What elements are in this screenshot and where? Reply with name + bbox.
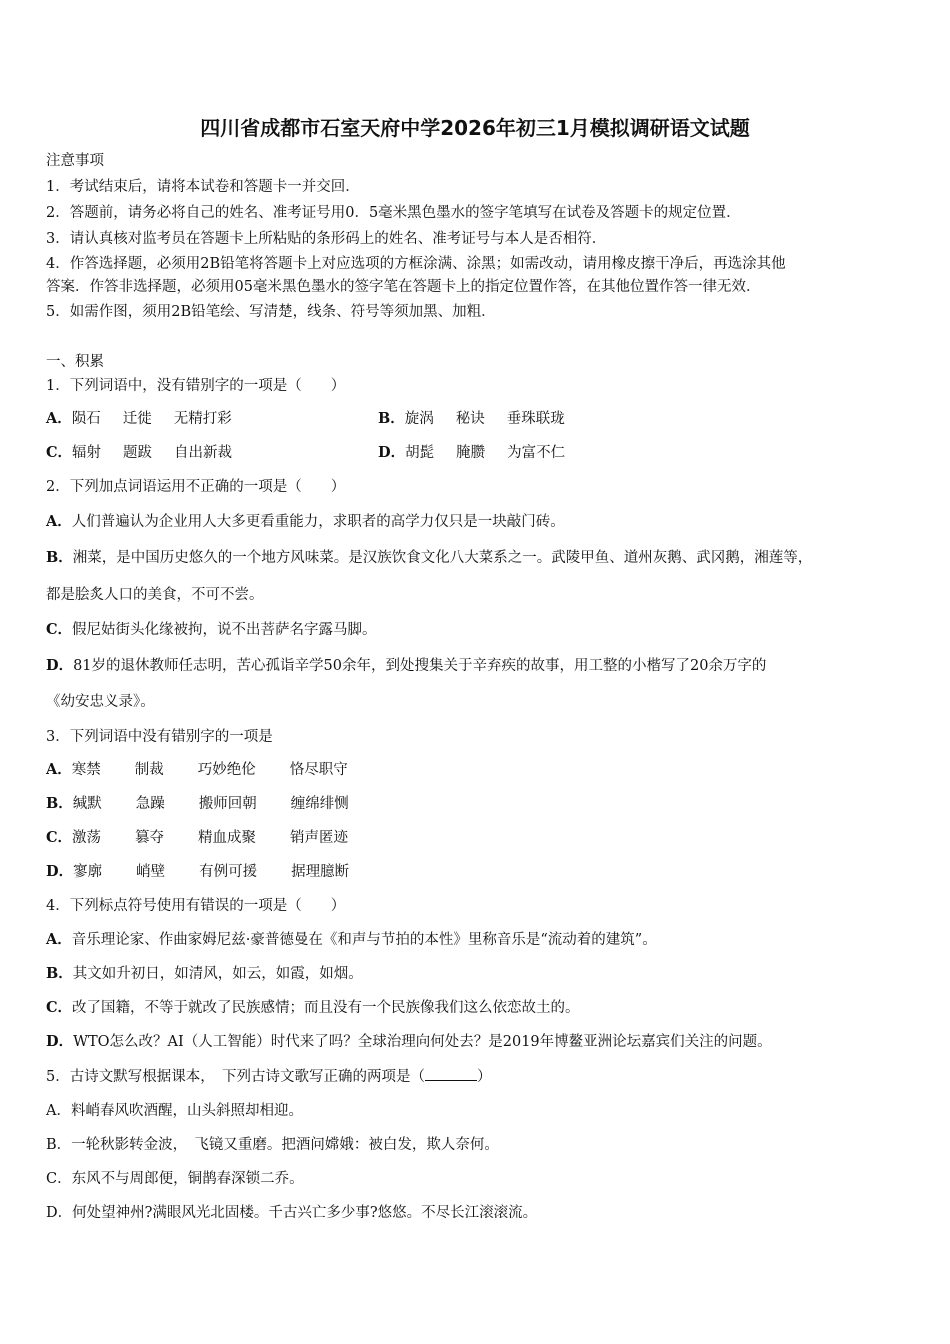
q1-b-word: 垂珠联珑	[506, 411, 565, 427]
q3-word: 峭壁	[136, 864, 166, 880]
q1-c-word: 题跋	[123, 445, 153, 461]
q1-c-label: C．	[46, 444, 73, 461]
q4-option-c	[46, 998, 580, 1018]
q1-c-word: 辐射	[72, 445, 102, 461]
q4-option-b	[46, 964, 363, 984]
q3-word: 激荡	[72, 830, 102, 846]
q5-stem-text: 5．古诗文默写根据课本， 下列古诗文歌写正确的两项是（	[46, 1069, 425, 1085]
q3-word: 缠绵绯恻	[290, 796, 349, 812]
section-heading: 一、积累	[46, 354, 104, 370]
q1-option-b	[378, 409, 565, 429]
q2-option-c	[46, 620, 377, 640]
q3-a-label: A．	[46, 761, 72, 778]
q3-option-a	[46, 760, 348, 780]
q3-word: 搬师回朝	[198, 796, 257, 812]
page-title: 四川省成都市石室天府中学2026年初三1月模拟调研语文试题	[200, 116, 750, 140]
q1-a-word: 迁徙	[122, 411, 152, 427]
q1-stem: 1．下列词语中，没有错别字的一项是（ ）	[46, 378, 346, 394]
notice-item-3: 3．请认真核对监考员在答题卡上所粘贴的条形码上的姓名、准考证号与本人是否相符．	[46, 231, 607, 247]
q1-d-word: 腌臜	[456, 445, 486, 461]
q5-option-d: D．何处望神州?满眼风光北固楼。千古兴亡多少事?悠悠。不尽长江滚滚流。	[46, 1205, 538, 1221]
q2-a-text: 人们普遍认为企业用人大多更看重能力，求职者的高学力仅只是一块敲门砖。	[71, 514, 565, 530]
q2-option-d-cont: 《幼安忠义录》。	[46, 694, 155, 710]
q1-option-d	[378, 443, 565, 463]
notice-item-5: 5．如需作图，须用2B铅笔绘、写清楚，线条、符号等须加黑、加粗．	[46, 304, 496, 320]
q4-d-text: WTO怎么改？AI（人工智能）时代来了吗？全球治理向何处去？是2019年博鳌亚洲论坛嘉宾们关注的问题。	[73, 1034, 772, 1050]
answer-blank	[425, 1067, 477, 1081]
q3-word: 销声匿迹	[290, 830, 349, 846]
q2-d-label: D．	[46, 657, 74, 674]
q3-c-label: C．	[46, 829, 73, 846]
q4-c-text: 改了国籍，不等于就改了民族感情；而且没有一个民族像我们这么依恋故土的。	[72, 1000, 580, 1016]
q2-c-text: 假尼姑街头化缘被拘，说不出菩萨名字露马脚。	[72, 622, 377, 638]
q4-option-a	[46, 930, 657, 950]
q1-d-label: D．	[378, 444, 406, 461]
q1-d-word: 为富不仁	[507, 445, 566, 461]
q1-d-word: 胡髭	[405, 445, 435, 461]
q1-b-word: 秘诀	[455, 411, 485, 427]
q5-stem	[46, 1067, 491, 1087]
q5-option-a: A．料峭春风吹酒醒，山头斜照却相迎。	[46, 1103, 303, 1119]
q4-b-label: B．	[46, 965, 73, 982]
notice-heading: 注意事项	[46, 153, 104, 169]
q3-word: 篡夺	[135, 830, 165, 846]
q4-a-label: A．	[46, 931, 72, 948]
notice-item-4-cont: 答案．作答非选择题，必须用05毫米黑色墨水的签字笔在答题卡上的指定位置作答，在其他位置作答一律无效．	[46, 279, 761, 295]
q2-c-label: C．	[46, 621, 73, 638]
q2-b-label: B．	[46, 549, 73, 566]
q2-option-b	[46, 548, 812, 568]
q3-stem: 3．下列词语中没有错别字的一项是	[46, 729, 273, 745]
q4-a-text: 音乐理论家、作曲家姆尼兹·豪普德曼在《和声与节拍的本性》里称音乐是“流动着的建筑”。	[71, 932, 657, 948]
q3-b-label: B．	[46, 795, 73, 812]
q4-c-label: C．	[46, 999, 73, 1016]
notice-item-2: 2．答题前，请务必将自己的姓名、准考证号用0．5毫米黑色墨水的签字笔填写在试卷及答题卡的规定位置．	[46, 205, 741, 221]
q1-option-a	[46, 409, 232, 429]
notice-item-4: 4．作答选择题，必须用2B铅笔将答题卡上对应选项的方框涂满、涂黑；如需改动，请用橡皮擦干净后，再选涂其他	[46, 256, 786, 272]
q3-word: 制裁	[134, 762, 164, 778]
q1-a-word: 无精打彩	[173, 411, 232, 427]
q1-b-word: 旋涡	[404, 411, 434, 427]
q2-b-text: 湘菜，是中国历史悠久的一个地方风味菜。是汉族饮食文化八大菜系之一。武陵甲鱼、道州灰鹅、武冈鹅，湘莲等，	[72, 550, 813, 566]
q1-b-label: B．	[378, 410, 405, 427]
q2-a-label: A．	[46, 513, 72, 530]
q3-word: 寥廓	[73, 864, 103, 880]
q3-word: 缄默	[72, 796, 102, 812]
q3-word: 据理臆断	[291, 864, 350, 880]
q2-option-b-cont: 都是脍炙人口的美食，不可不尝。	[46, 587, 264, 603]
q2-option-d	[46, 656, 766, 676]
q3-word: 恪尽职守	[289, 762, 348, 778]
q1-a-word: 陨石	[71, 411, 101, 427]
q3-option-b	[46, 794, 349, 814]
q2-option-a	[46, 512, 565, 532]
q3-d-label: D．	[46, 863, 74, 880]
q5-option-c: C．东风不与周郎便，铜鹊春深锁二乔。	[46, 1171, 304, 1187]
q3-word: 精血成聚	[198, 830, 257, 846]
q3-word: 寒禁	[71, 762, 101, 778]
q4-option-d	[46, 1032, 772, 1052]
q5-stem-close: ）	[476, 1069, 492, 1085]
q3-option-c	[46, 828, 348, 848]
q1-a-label: A．	[46, 410, 72, 427]
q3-word: 急躁	[135, 796, 165, 812]
q5-option-b: B．一轮秋影转金波， 飞镜又重磨。把酒问嫦娥：被白发，欺人奈何。	[46, 1137, 499, 1153]
notice-item-1: 1．考试结束后，请将本试卷和答题卡一并交回．	[46, 179, 360, 195]
q4-b-text: 其文如升初日，如清风，如云，如霞，如烟。	[72, 966, 363, 982]
q2-stem: 2．下列加点词语运用不正确的一项是（ ）	[46, 479, 346, 495]
q1-c-word: 自出新裁	[174, 445, 233, 461]
q3-word: 巧妙绝伦	[197, 762, 256, 778]
q4-stem: 4．下列标点符号使用有错误的一项是（ ）	[46, 898, 346, 914]
q3-word: 有例可援	[199, 864, 258, 880]
q2-d-text: 81岁的退休教师任志明，苦心孤诣辛学50余年，到处搜集关于辛弃疾的故事，用工整的小楷写了20余万字的	[73, 658, 767, 674]
q3-option-d	[46, 862, 349, 882]
q1-option-c	[46, 443, 232, 463]
q4-d-label: D．	[46, 1033, 74, 1050]
